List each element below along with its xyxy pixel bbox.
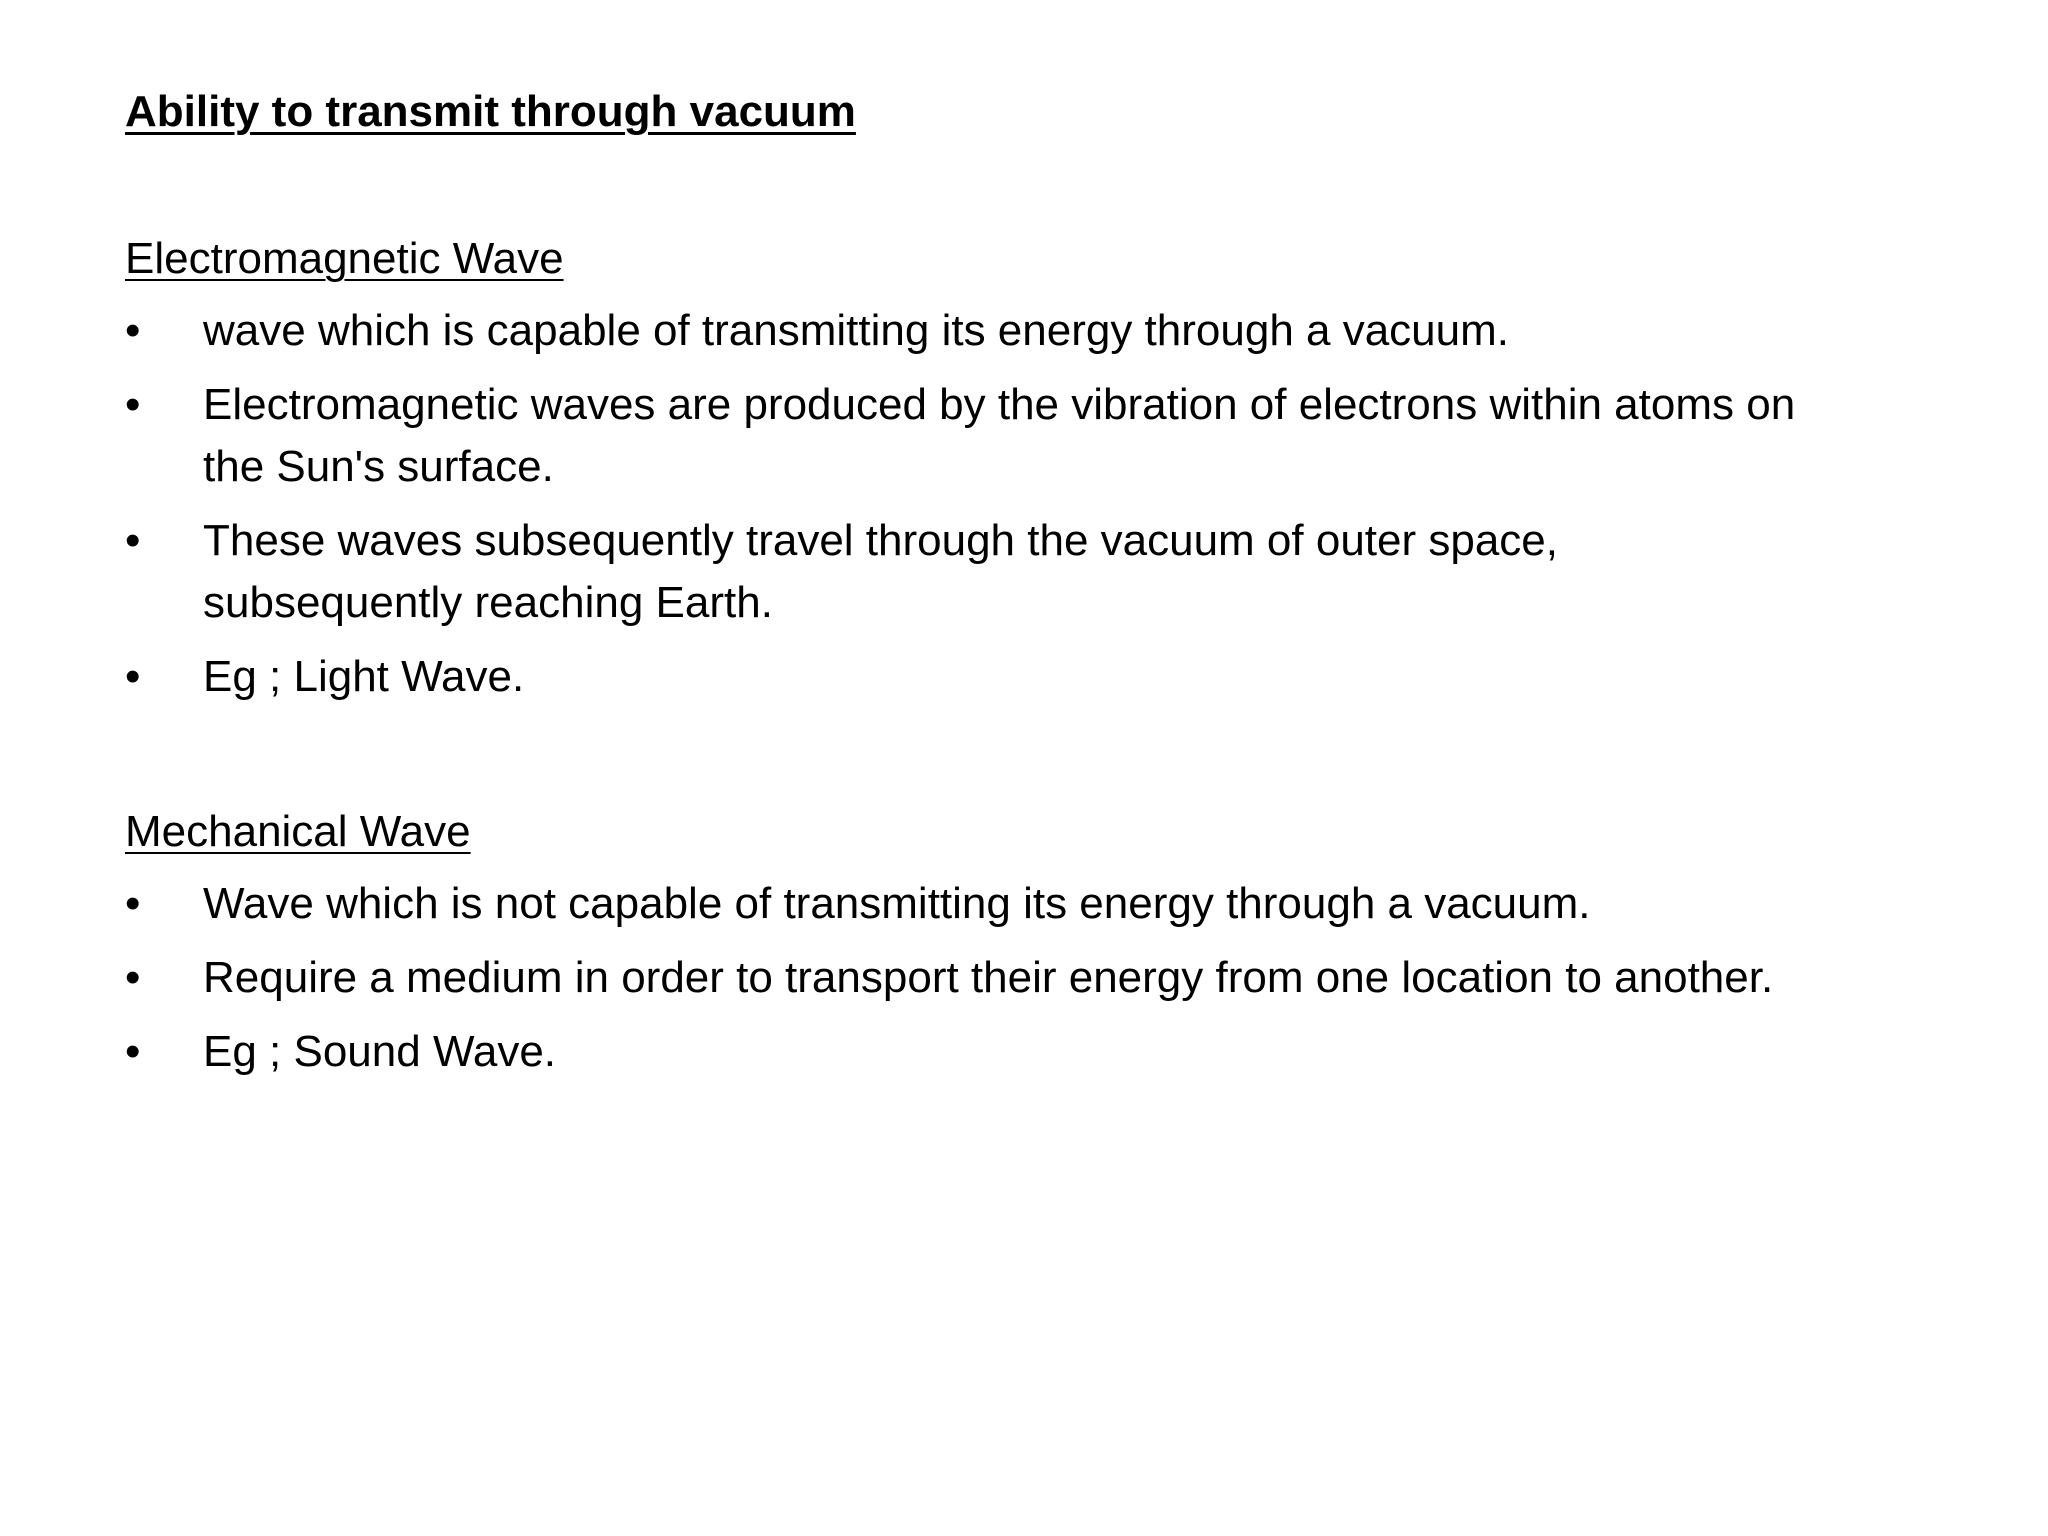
section-heading: Mechanical Wave bbox=[125, 807, 471, 856]
section-electromagnetic-wave bbox=[125, 232, 1825, 720]
bullet-item bbox=[125, 947, 1825, 1009]
bullet-item bbox=[125, 1021, 1825, 1083]
bullet-icon: • bbox=[125, 879, 141, 928]
bullet-text: Eg ; Sound Wave. bbox=[203, 1027, 557, 1076]
bullet-icon: • bbox=[125, 306, 141, 355]
bullet-text: wave which is capable of transmitting its energy through a vacuum. bbox=[203, 306, 1509, 355]
bullet-text: Electromagnetic waves are produced by the vibration of electrons within atoms on the Sun's surface. bbox=[203, 380, 1796, 491]
bullet-list bbox=[125, 300, 1825, 708]
bullet-icon: • bbox=[125, 380, 141, 429]
bullet-item bbox=[125, 300, 1825, 362]
bullet-list bbox=[125, 873, 1825, 1083]
bullet-text: These waves subsequently travel through the vacuum of outer space, subsequently reaching Earth. bbox=[203, 516, 1558, 627]
section-heading: Electromagnetic Wave bbox=[125, 234, 564, 283]
section-mechanical-wave bbox=[125, 805, 1825, 1095]
bullet-item bbox=[125, 510, 1825, 634]
bullet-item bbox=[125, 873, 1825, 935]
slide-title: Ability to transmit through vacuum bbox=[125, 87, 856, 136]
bullet-text: Wave which is not capable of transmitting its energy through a vacuum. bbox=[203, 879, 1591, 928]
bullet-icon: • bbox=[125, 953, 141, 1002]
bullet-item bbox=[125, 374, 1825, 498]
bullet-text: Eg ; Light Wave. bbox=[203, 652, 525, 701]
bullet-item bbox=[125, 646, 1825, 708]
bullet-text: Require a medium in order to transport their energy from one location to another. bbox=[203, 953, 1774, 1002]
bullet-icon: • bbox=[125, 516, 141, 565]
bullet-icon: • bbox=[125, 652, 141, 701]
bullet-icon: • bbox=[125, 1027, 141, 1076]
